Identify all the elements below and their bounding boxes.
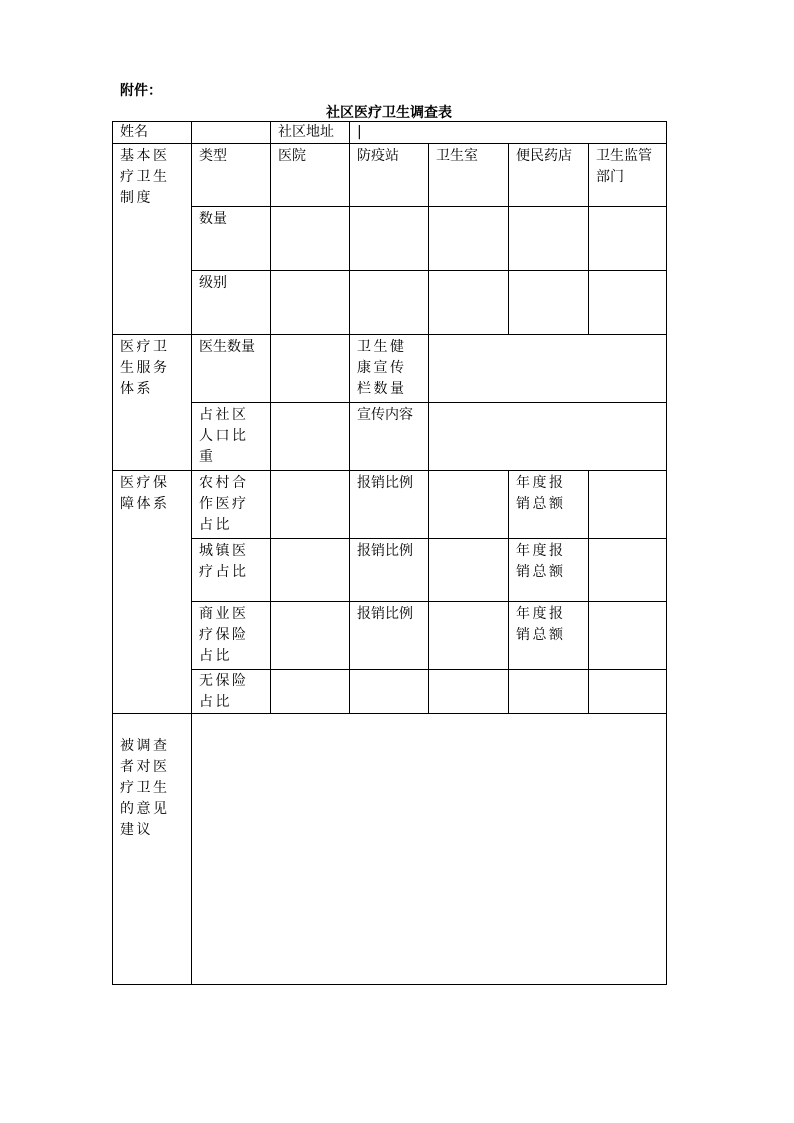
uninsured-empty-3[interactable] (509, 670, 589, 714)
content-label: 宣传内容 (350, 403, 429, 471)
opinion-section-label: 被调查者对医疗卫生的意见建议 (113, 714, 192, 985)
service-system-section-label: 医疗卫生服务体系 (113, 335, 192, 471)
doctor-count-label: 医生数量 (192, 335, 271, 403)
quantity-pharmacy-cell[interactable] (509, 207, 589, 271)
commercial-label: 商业医疗保险占比 (192, 602, 271, 670)
rural-ratio-label: 报销比例 (350, 471, 429, 539)
level-label: 级别 (192, 271, 271, 335)
level-pharmacy-cell[interactable] (509, 271, 589, 335)
quantity-label: 数量 (192, 207, 271, 271)
uninsured-cell[interactable] (271, 670, 350, 714)
urban-ratio-cell[interactable] (429, 539, 509, 602)
level-supervision-cell[interactable] (589, 271, 667, 335)
content-cell[interactable] (429, 403, 667, 471)
commercial-ratio-cell[interactable] (429, 602, 509, 670)
quantity-hospital-cell[interactable] (271, 207, 350, 271)
level-clinic-cell[interactable] (429, 271, 509, 335)
population-share-cell[interactable] (271, 403, 350, 471)
urban-label: 城镇医疗占比 (192, 539, 271, 602)
type-hospital: 医院 (271, 144, 350, 207)
uninsured-empty-1[interactable] (350, 670, 429, 714)
urban-total-label: 年度报销总额 (509, 539, 589, 602)
commercial-total-cell[interactable] (589, 602, 667, 670)
level-hospital-cell[interactable] (271, 271, 350, 335)
rural-coop-cell[interactable] (271, 471, 350, 539)
type-pharmacy: 便民药店 (509, 144, 589, 207)
commercial-ratio-label: 报销比例 (350, 602, 429, 670)
rural-total-cell[interactable] (589, 471, 667, 539)
address-label: 社区地址 (271, 122, 350, 144)
commercial-total-label: 年度报销总额 (509, 602, 589, 670)
rural-ratio-cell[interactable] (429, 471, 509, 539)
uninsured-label: 无保险占比 (192, 670, 271, 714)
name-label: 姓名 (113, 122, 192, 144)
type-label: 类型 (192, 144, 271, 207)
basic-system-section-label: 基本医疗卫生制度 (113, 144, 192, 335)
level-epidemic-station-cell[interactable] (350, 271, 429, 335)
type-supervision-dept: 卫生监管部门 (589, 144, 667, 207)
quantity-supervision-cell[interactable] (589, 207, 667, 271)
urban-ratio-label: 报销比例 (350, 539, 429, 602)
type-epidemic-station: 防疫站 (350, 144, 429, 207)
urban-total-cell[interactable] (589, 539, 667, 602)
type-clinic: 卫生室 (429, 144, 509, 207)
insurance-section-label: 医疗保障体系 (113, 471, 192, 714)
name-field[interactable] (192, 122, 271, 144)
population-share-label: 占社区人口比重 (192, 403, 271, 471)
rural-coop-label: 农村合作医疗占比 (192, 471, 271, 539)
attachment-label: 附件： (120, 83, 162, 99)
urban-cell[interactable] (271, 539, 350, 602)
doctor-count-cell[interactable] (271, 335, 350, 403)
uninsured-empty-2[interactable] (429, 670, 509, 714)
board-count-label: 卫生健康宣传栏数量 (350, 335, 429, 403)
survey-form-table (112, 121, 667, 985)
opinion-text-area[interactable] (192, 714, 667, 985)
form-title: 社区医疗卫生调查表 (326, 105, 452, 121)
address-field[interactable]: | (350, 122, 667, 144)
quantity-epidemic-station-cell[interactable] (350, 207, 429, 271)
commercial-cell[interactable] (271, 602, 350, 670)
uninsured-empty-4[interactable] (589, 670, 667, 714)
quantity-clinic-cell[interactable] (429, 207, 509, 271)
board-count-cell[interactable] (429, 335, 667, 403)
rural-total-label: 年度报销总额 (509, 471, 589, 539)
